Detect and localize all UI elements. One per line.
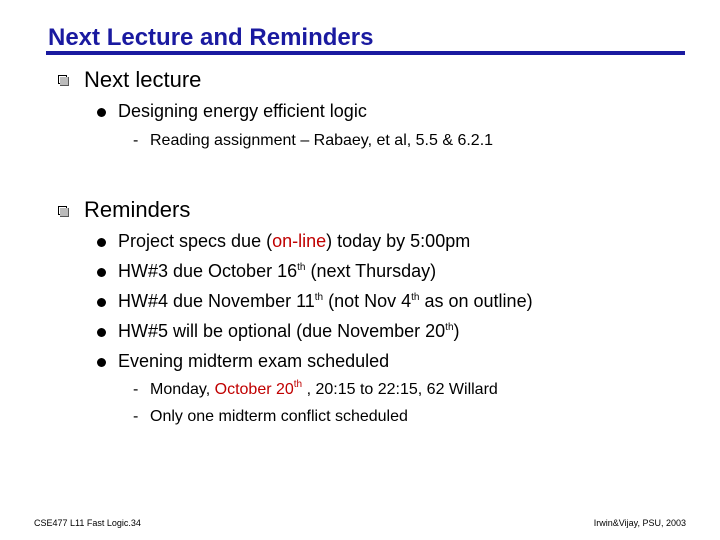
dash-bullet-icon: - bbox=[133, 381, 139, 398]
dash-bullet-icon: - bbox=[133, 408, 139, 425]
reminder-item-hw5: HW#5 will be optional (due November 20th) bbox=[118, 321, 460, 341]
next-lecture-heading: Next lecture bbox=[84, 67, 202, 92]
midterm-conflict-detail: Only one midterm conflict scheduled bbox=[150, 408, 408, 425]
reminder-item-project-specs: Project specs due (on-line) today by 5:00pm bbox=[118, 231, 471, 251]
round-bullet-icon bbox=[97, 358, 106, 367]
footer-course-label: CSE477 L11 Fast Logic.34 bbox=[34, 518, 141, 528]
square-bullet-icon bbox=[58, 206, 67, 215]
round-bullet-icon bbox=[97, 268, 106, 277]
midterm-date-detail: Monday, October 20th , 20:15 to 22:15, 62 Willard bbox=[150, 379, 498, 398]
round-bullet-icon bbox=[97, 298, 106, 307]
slide-title: Next Lecture and Reminders bbox=[48, 24, 374, 51]
next-lecture-topic: Designing energy efficient logic bbox=[118, 101, 367, 121]
square-bullet-icon bbox=[58, 75, 67, 84]
footer-credit: Irwin&Vijay, PSU, 2003 bbox=[593, 518, 686, 528]
reminder-item-hw4: HW#4 due November 11th (not Nov 4th as on outline) bbox=[118, 291, 533, 311]
dash-bullet-icon: - bbox=[133, 132, 139, 149]
round-bullet-icon bbox=[97, 238, 106, 247]
reminder-item-midterm: Evening midterm exam scheduled bbox=[118, 351, 390, 371]
reminder-item-hw3: HW#3 due October 16th (next Thursday) bbox=[118, 261, 437, 281]
title-underline bbox=[46, 51, 685, 55]
round-bullet-icon bbox=[97, 328, 106, 337]
round-bullet-icon bbox=[97, 108, 106, 117]
reading-assignment: Reading assignment – Rabaey, et al, 5.5 & 6.2.1 bbox=[150, 132, 494, 149]
reminders-heading: Reminders bbox=[84, 197, 191, 222]
